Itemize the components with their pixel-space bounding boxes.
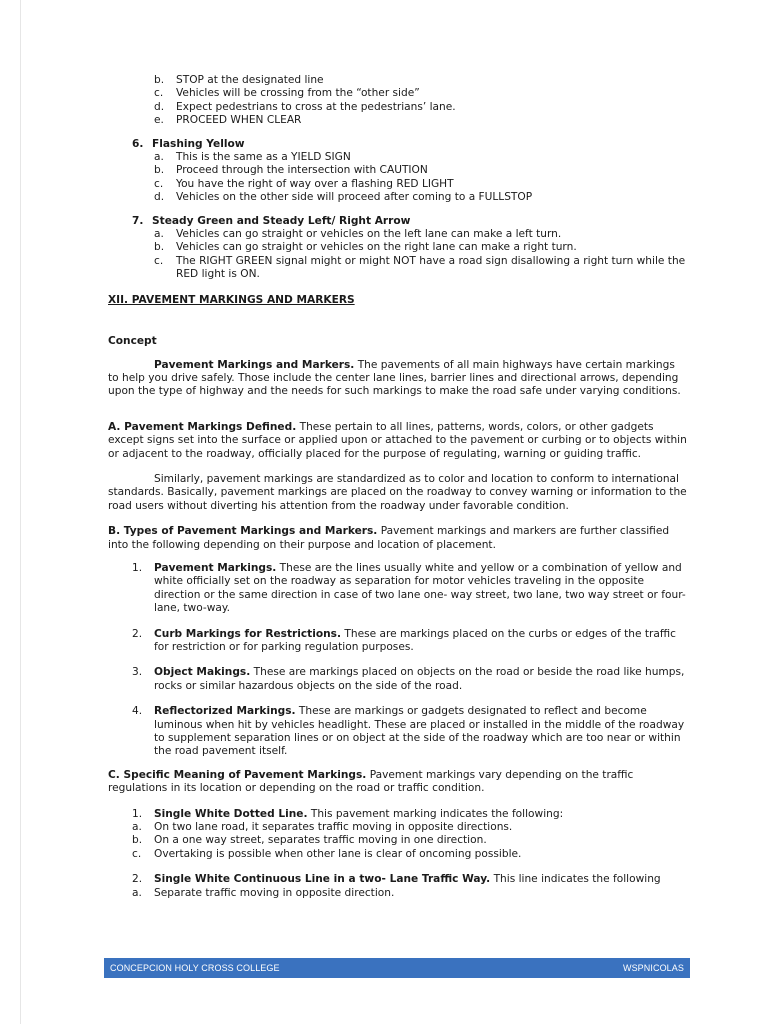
list-item <box>108 666 688 693</box>
list-item <box>108 178 688 191</box>
list-text: Vehicles can go straight or vehicles on the right lane can make a right turn. <box>176 241 577 254</box>
list-text: These are markings placed on objects on the road or beside the road like humps, rocks or similar hazardous objects on the side of the road. <box>154 666 685 692</box>
list-number: 2. <box>132 627 143 640</box>
list-marker: c. <box>132 847 142 860</box>
list-text: The RIGHT GREEN signal might or might NOT have a road sign disallowing a right turn while the RED light is ON. <box>176 254 686 281</box>
footer-college-name: CONCEPCION HOLY CROSS COLLEGE <box>110 963 280 973</box>
paragraph-similarly: Similarly, pavement markings are standardized as to color and location to conform to international standards. Basically, pavement markings are placed on the roadway to convey warning or information to the road users without diverting his attention from the roadway under favorable condition. <box>108 472 687 512</box>
list-marker: b. <box>154 241 165 254</box>
paragraph-text: Pavement markings vary depending on the traffic regulations in its location or depending on the road or traffic condition. <box>108 768 634 795</box>
list-marker: a. <box>132 821 142 834</box>
list-marker: d. <box>154 100 165 113</box>
meanings-list <box>108 808 688 900</box>
list-marker: a. <box>132 886 142 899</box>
list-item <box>108 87 688 100</box>
list-text: Expect pedestrians to cross at the pedestrians’ lane. <box>176 100 456 113</box>
list-number: 2. <box>132 873 143 886</box>
list-item <box>108 151 688 164</box>
paragraph-text: Pavement markings and markers are further classified into the following depending on their purpose and location of placement. <box>108 525 670 551</box>
section-b-paragraph <box>108 525 688 552</box>
list-heading: Flashing Yellow <box>152 137 245 150</box>
page-footer <box>104 958 690 978</box>
list-number: 4. <box>132 705 143 718</box>
list-text: Vehicles on the other side will proceed after coming to a FULLSTOP <box>176 191 533 204</box>
list-number: 1. <box>132 807 143 820</box>
list-item <box>108 241 688 254</box>
list-heading: Single White Dotted Line. <box>154 807 308 820</box>
list-item <box>108 74 688 87</box>
list-item <box>108 191 688 204</box>
list-heading: Object Makings. <box>154 666 251 679</box>
list-marker: c. <box>154 177 164 190</box>
list-number: 7. <box>132 214 144 227</box>
list-heading: Single White Continuous Line in a two- Lane Traffic Way. <box>154 873 491 886</box>
list-text: These are the lines usually white and yellow or a combination of yellow and white officially set on the roadway as separation for motor vehicles traveling in the opposite direction or the same direction in case of two lane one- way street, two lane, two way street or four- lane, two-way. <box>154 561 686 615</box>
paragraph-text: These pertain to all lines, patterns, words, colors, or other gadgets except signs set into the surface or applied upon or attached to the pavement or curbing or to objects within or adjacent to the roadway, officially placed for the purpose of regulating, warning or guiding traffic. <box>108 420 687 460</box>
list-text: Vehicles can go straight or vehicles on the left lane can make a left turn. <box>176 228 562 241</box>
list-item <box>108 705 688 759</box>
list-text: STOP at the designated line <box>176 74 324 86</box>
list-marker: e. <box>154 114 164 127</box>
list-number: 6. <box>132 137 144 150</box>
paragraph-lead: Pavement Markings and Markers. <box>154 358 355 371</box>
list-text: Vehicles will be crossing from the “other side” <box>176 87 420 100</box>
paragraph-lead: B. Types of Pavement Markings and Markers. <box>108 525 378 538</box>
list-number: 3. <box>132 666 143 679</box>
numbered-heading-steady-green <box>108 215 688 228</box>
list-text: This is the same as a YIELD SIGN <box>176 151 351 164</box>
list-marker: a. <box>154 228 164 241</box>
list-heading: Steady Green and Steady Left/ Right Arrow <box>152 214 411 227</box>
section-a-paragraph <box>108 421 688 461</box>
list-marker: d. <box>154 191 165 204</box>
list-marker: b. <box>132 834 143 847</box>
list-text: PROCEED WHEN CLEAR <box>176 114 302 127</box>
list-item <box>108 834 688 847</box>
list-text: These are markings or gadgets designated to reflect and become luminous when hit by vehicles headlight. These are placed or installed in the middle of the roadway to supplement separation lines or on object at the side of the roadway which are too near or within the road pavement itself. <box>154 705 685 758</box>
document-body <box>108 74 688 900</box>
section-title: XII. PAVEMENT MARKINGS AND MARKERS <box>108 293 355 306</box>
types-list <box>108 562 688 759</box>
list-number: 1. <box>132 561 143 574</box>
paragraph-text: The pavements of all main highways have certain markings to help you drive safely. Those include the center lane lines, barrier lines and directional arrows, depending upon the type of highway and the needs for such markings to make the road safe under varying conditions. <box>108 358 681 398</box>
list-text: Proceed through the intersection with CAUTION <box>176 164 428 177</box>
list-marker: c. <box>154 87 164 100</box>
numbered-heading-flashing-yellow <box>108 138 688 151</box>
footer-author: WSPNICOLAS <box>622 963 684 973</box>
list-item <box>108 228 688 241</box>
page-edge <box>20 0 21 1024</box>
list-text: This line indicates the following <box>490 873 661 886</box>
list-item <box>108 887 688 900</box>
list-text: This pavement marking indicates the following: <box>307 807 564 820</box>
paragraph-lead: C. Specific Meaning of Pavement Markings. <box>108 768 367 781</box>
list-item <box>108 821 688 834</box>
list-text: These are markings placed on the curbs or edges of the traffic for restriction or for parking regulation purposes. <box>154 627 676 653</box>
list-item <box>108 114 688 127</box>
list-item <box>108 255 688 282</box>
list-item <box>108 848 688 861</box>
paragraph-pavement-markings <box>108 359 688 399</box>
list-marker: b. <box>154 74 165 86</box>
list-text: Overtaking is possible when other lane is clear of oncoming possible. <box>154 847 522 860</box>
list-item <box>108 628 688 655</box>
paragraph-lead: A. Pavement Markings Defined. <box>108 420 297 433</box>
list-item <box>108 164 688 177</box>
list-text: On a one way street, separates traffic moving in one direction. <box>154 834 487 847</box>
list-heading: Pavement Markings. <box>154 561 277 574</box>
section-c-paragraph <box>108 769 688 796</box>
list-text: You have the right of way over a flashing RED LIGHT <box>176 177 454 190</box>
list-item <box>108 562 688 616</box>
continued-sublist <box>108 74 688 128</box>
list-text: On two lane road, it separates traffic moving in opposite directions. <box>154 821 513 834</box>
list-heading: Curb Markings for Restrictions. <box>154 627 342 640</box>
list-text: Separate traffic moving in opposite direction. <box>154 886 395 899</box>
list-marker: c. <box>154 254 164 267</box>
list-item <box>108 808 688 821</box>
list-item <box>108 873 688 886</box>
list-marker: b. <box>154 164 165 177</box>
list-heading: Reflectorized Markings. <box>154 705 296 718</box>
list-marker: a. <box>154 151 164 164</box>
list-item <box>108 101 688 114</box>
concept-heading: Concept <box>108 335 157 348</box>
